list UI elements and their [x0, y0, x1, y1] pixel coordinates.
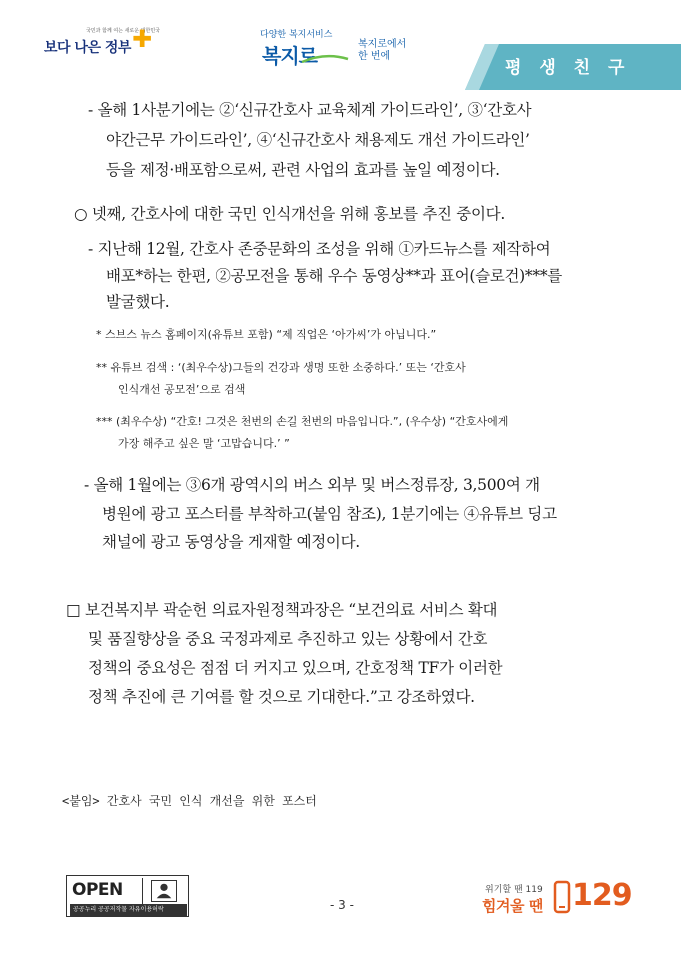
bokjiro-side-line-1: 복지로에서 — [358, 39, 407, 50]
p1-line-2: 야간근무 가이드라인’, ④‘신규간호사 채용제도 개선 가이드라인’ — [106, 131, 530, 149]
phone-icon — [553, 880, 571, 914]
open-license-caption: 공공누리 공공저작물 자유이용허락 — [70, 904, 187, 916]
attribution-person-icon — [151, 880, 177, 902]
p5-line-3: 정책의 중요성은 점점 더 커지고 있으며, 간호정책 TF가 이러한 — [88, 659, 503, 677]
gov-logo-text: 보다 나은 정부 — [44, 40, 131, 56]
p5-line-4: 정책 추진에 큰 기여를 할 것으로 기대한다.”고 강조하였다. — [88, 688, 475, 706]
hotline-text: 힘겨울 땐 — [482, 897, 543, 915]
p1-line-1: - 올해 1사분기에는 ②‘신규간호사 교육체계 가이드라인’, ③‘간호사 — [88, 101, 532, 119]
p1-line-3: 등을 제정·배포함으로써, 관련 사업의 효과를 높일 예정이다. — [106, 161, 500, 179]
hotline-119-text: 위기할 땐 119 — [485, 885, 543, 895]
note-1: * 스브스 뉴스 홈페이지(유튜브 포함) “제 직업은 ‘아가씨’가 아닙니다.” — [96, 328, 437, 341]
attachment-caption: <붙임> 간호사 국민 인식 개선을 위한 포스터 — [62, 794, 317, 808]
bokjiro-logo: 복지로 — [262, 44, 317, 68]
banner-text: 평 생 친 구 — [505, 58, 631, 78]
p5-line-1: □ 보건복지부 곽순헌 의료자원정책과장은 “보건의료 서비스 확대 — [66, 601, 498, 619]
p4-line-1: - 올해 1월에는 ③6개 광역시의 버스 외부 및 버스정류장, 3,500여 개 — [84, 476, 540, 494]
bokjiro-swoosh-icon — [300, 54, 350, 64]
note-3-line-1: *** (최우수상) “간호! 그것은 천번의 손길 천번의 마음입니다.”, (우수상) “간호사에게 — [96, 415, 509, 428]
p4-line-2: 병원에 광고 포스터를 부착하고(붙임 참조), 1분기에는 ④유튜브 딩고 — [102, 505, 557, 523]
p4-line-3: 채널에 광고 동영상을 게재할 예정이다. — [102, 533, 360, 551]
open-license-word: OPEN — [72, 880, 123, 900]
note-2-line-2: 인식개선 공모전’으로 검색 — [118, 383, 246, 396]
p2-line-1: ○ 넷째, 간호사에 대한 국민 인식개선을 위해 홍보를 추진 중이다. — [74, 205, 505, 223]
p5-line-2: 및 품질향상을 중요 국정과제로 추진하고 있는 상황에서 간호 — [88, 630, 488, 648]
p3-line-1: - 지난해 12월, 간호사 존중문화의 조성을 위해 ①카드뉴스를 제작하여 — [88, 240, 551, 258]
bokjiro-tagline: 다양한 복지서비스 — [260, 30, 333, 40]
gov-logo-tagline: 국민과 함께 여는 새로운 대한민국 — [86, 28, 160, 34]
note-2-line-1: ** 유튜브 검색 : ‘(최우수상)그들의 건강과 생명 또한 소중하다.’ 또는 ‘간호사 — [96, 361, 466, 374]
note-3-line-2: 가장 해주고 싶은 말 ‘고맙습니다.’ ” — [118, 437, 290, 450]
bokjiro-side-line-2: 한 번에 — [358, 51, 391, 62]
p3-line-2: 배포*하는 한편, ②공모전을 통해 우수 동영상**과 표어(슬로건)***를 — [106, 267, 562, 285]
gov-logo-plus-icon: ✚ — [132, 25, 153, 53]
bokjiro-side-text — [358, 39, 406, 63]
page-number: - 3 - — [330, 898, 354, 912]
hotline-number: 129 — [572, 878, 632, 913]
p3-line-3: 발굴했다. — [106, 293, 170, 311]
open-license-divider — [142, 878, 143, 904]
